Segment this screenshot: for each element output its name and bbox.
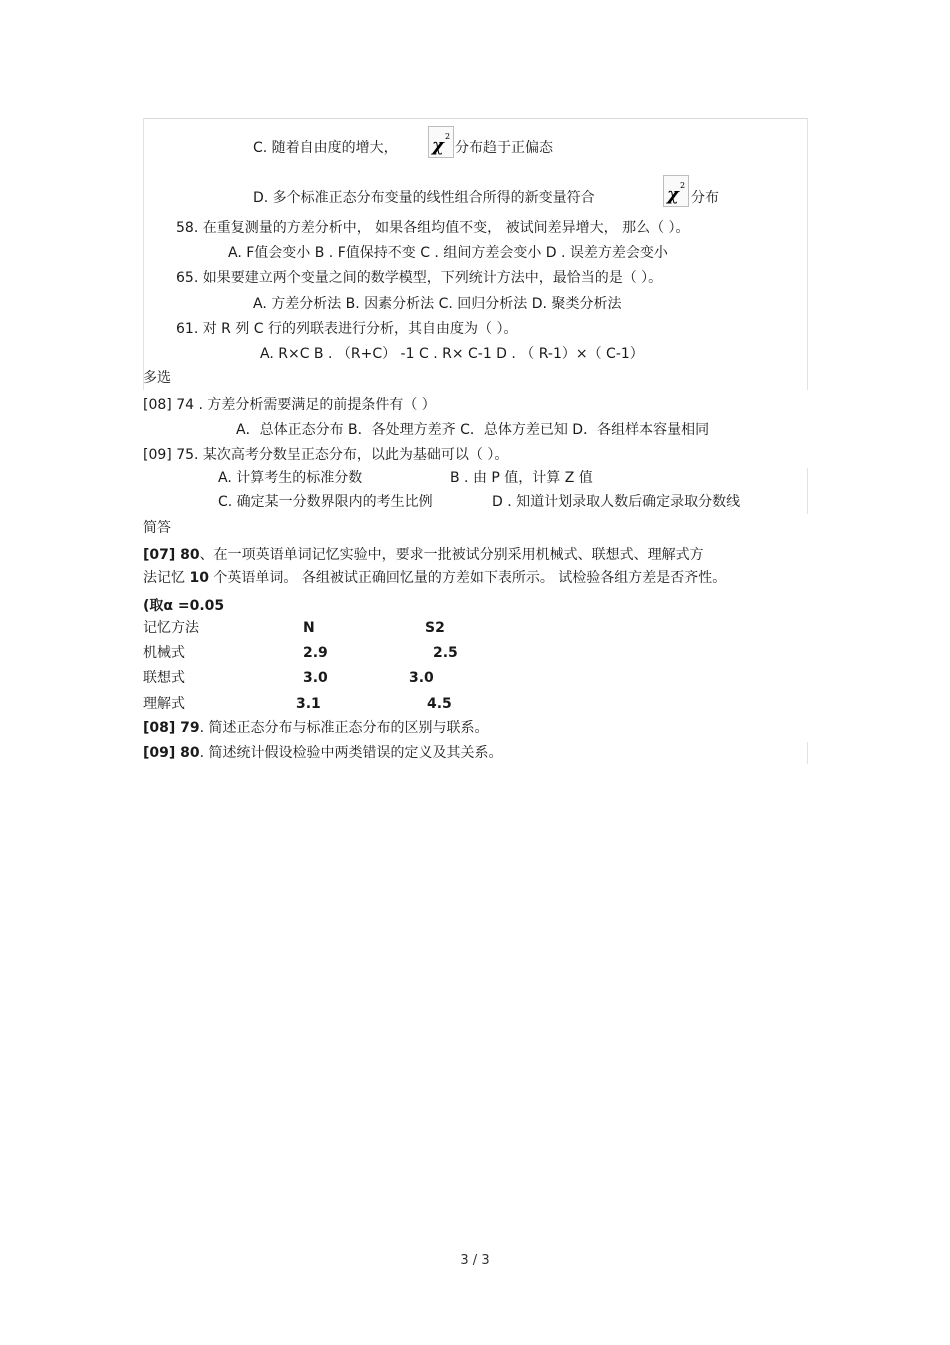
q80-07-alpha: (取α =0.05 bbox=[143, 598, 225, 614]
q80-07-tag: [07] 80 bbox=[143, 547, 200, 563]
q80-07-word-count: 10 bbox=[189, 570, 209, 586]
q75-option-d: D . 知道计划录取人数后确定录取分数线 bbox=[492, 494, 741, 510]
table-row-1-n: 2.9 bbox=[303, 645, 328, 661]
table-row-2-s2: 3.0 bbox=[409, 670, 434, 686]
q79-08-text: . 简述正态分布与标准正态分布的区别与联系。 bbox=[199, 720, 489, 736]
q75-option-b: B . 由 P 值，计算 Z 值 bbox=[450, 470, 593, 486]
table-row-3-method: 理解式 bbox=[143, 696, 185, 712]
table-header-method: 记忆方法 bbox=[143, 620, 199, 636]
svg-text:2: 2 bbox=[680, 181, 686, 190]
option-c-line bbox=[253, 138, 398, 158]
frame-right-line bbox=[807, 118, 808, 390]
q74-options: A．总体正态分布 B．各处理方差齐 C．总体方差已知 D．各组样本容量相同 bbox=[236, 422, 710, 438]
q61-options: A. R×C B . （R+C） -1 C . R× C-1 D . （ R-1）×（ C-1） bbox=[260, 346, 644, 362]
section-heading-multi: 多选 bbox=[143, 370, 171, 386]
page-number: 3 / 3 bbox=[460, 1253, 490, 1268]
option-d-suffix: 分布 bbox=[691, 190, 719, 206]
q61-stem: 61. 对 R 列 C 行的列联表进行分析，其自由度为（ ）。 bbox=[176, 321, 518, 337]
table-row-3-s2: 4.5 bbox=[427, 696, 452, 712]
q80-07-text2b: 个英语单词。 各组被试正确回忆量的方差如下表所示。 试检验各组方差是否齐性。 bbox=[208, 570, 727, 586]
q80-09-tag: [09] 80 bbox=[143, 745, 200, 761]
q80-07-text2a: 法记忆 bbox=[143, 570, 190, 586]
option-d-prefix: D. 多个标准正态分布变量的线性组合所得的新变量符合 bbox=[253, 190, 595, 206]
svg-text:2: 2 bbox=[445, 132, 451, 141]
table-row-1-s2: 2.5 bbox=[433, 645, 458, 661]
q80-07-line2 bbox=[143, 568, 726, 588]
svg-text:χ: χ bbox=[432, 135, 444, 156]
q79-08-tag: [08] 79 bbox=[143, 720, 200, 736]
q75-stem: [09] 75. 某次高考分数呈正态分布，以此为基础可以（ ）。 bbox=[143, 447, 509, 463]
q80-07-text1: 、在一项英语单词记忆实验中，要求一批被试分别采用机械式、联想式、理解式方 bbox=[199, 547, 704, 563]
table-row-3-n: 3.1 bbox=[296, 696, 321, 712]
chi-square-icon-2 bbox=[663, 175, 689, 207]
q58-stem: 58. 在重复测量的方差分析中， 如果各组均值不变， 被试间差异增大， 那么（ ）。 bbox=[176, 220, 690, 236]
table-header-s2: S2 bbox=[425, 620, 445, 636]
q79-08-line bbox=[143, 718, 489, 738]
chi-square-icon bbox=[428, 126, 454, 158]
frame-left-line bbox=[143, 118, 144, 390]
table-row-1-method: 机械式 bbox=[143, 645, 185, 661]
q75-option-a: A. 计算考生的标准分数 bbox=[218, 470, 363, 486]
q75-option-c: C. 确定某一分数界限内的考生比例 bbox=[218, 494, 433, 510]
table-row-2-method: 联想式 bbox=[143, 670, 185, 686]
q65-stem: 65. 如果要建立两个变量之间的数学模型，下列统计方法中，最恰当的是（ ）。 bbox=[176, 270, 663, 286]
section-heading-short: 简答 bbox=[143, 520, 171, 536]
table-header-n: N bbox=[303, 620, 315, 636]
option-c-suffix: 分布趋于正偏态 bbox=[455, 140, 553, 156]
q80-07-line1 bbox=[143, 545, 704, 565]
svg-text:χ: χ bbox=[667, 184, 679, 205]
frame-right-line-2 bbox=[807, 468, 808, 514]
q80-09-line bbox=[143, 743, 503, 763]
q58-options: A. F值会变小 B . F值保持不变 C . 组间方差会变小 D . 误差方差会变小 bbox=[228, 245, 668, 261]
frame-right-line-3 bbox=[807, 742, 808, 764]
q80-09-text: . 简述统计假设检验中两类错误的定义及其关系。 bbox=[199, 745, 503, 761]
q74-stem: [08] 74 . 方差分析需要满足的前提条件有（ ） bbox=[143, 397, 436, 413]
q65-options: A. 方差分析法 B. 因素分析法 C. 回归分析法 D. 聚类分析法 bbox=[253, 296, 622, 312]
content-frame-top bbox=[143, 118, 807, 119]
table-row-2-n: 3.0 bbox=[303, 670, 328, 686]
option-c-prefix: C. 随着自由度的增大， bbox=[253, 140, 398, 156]
